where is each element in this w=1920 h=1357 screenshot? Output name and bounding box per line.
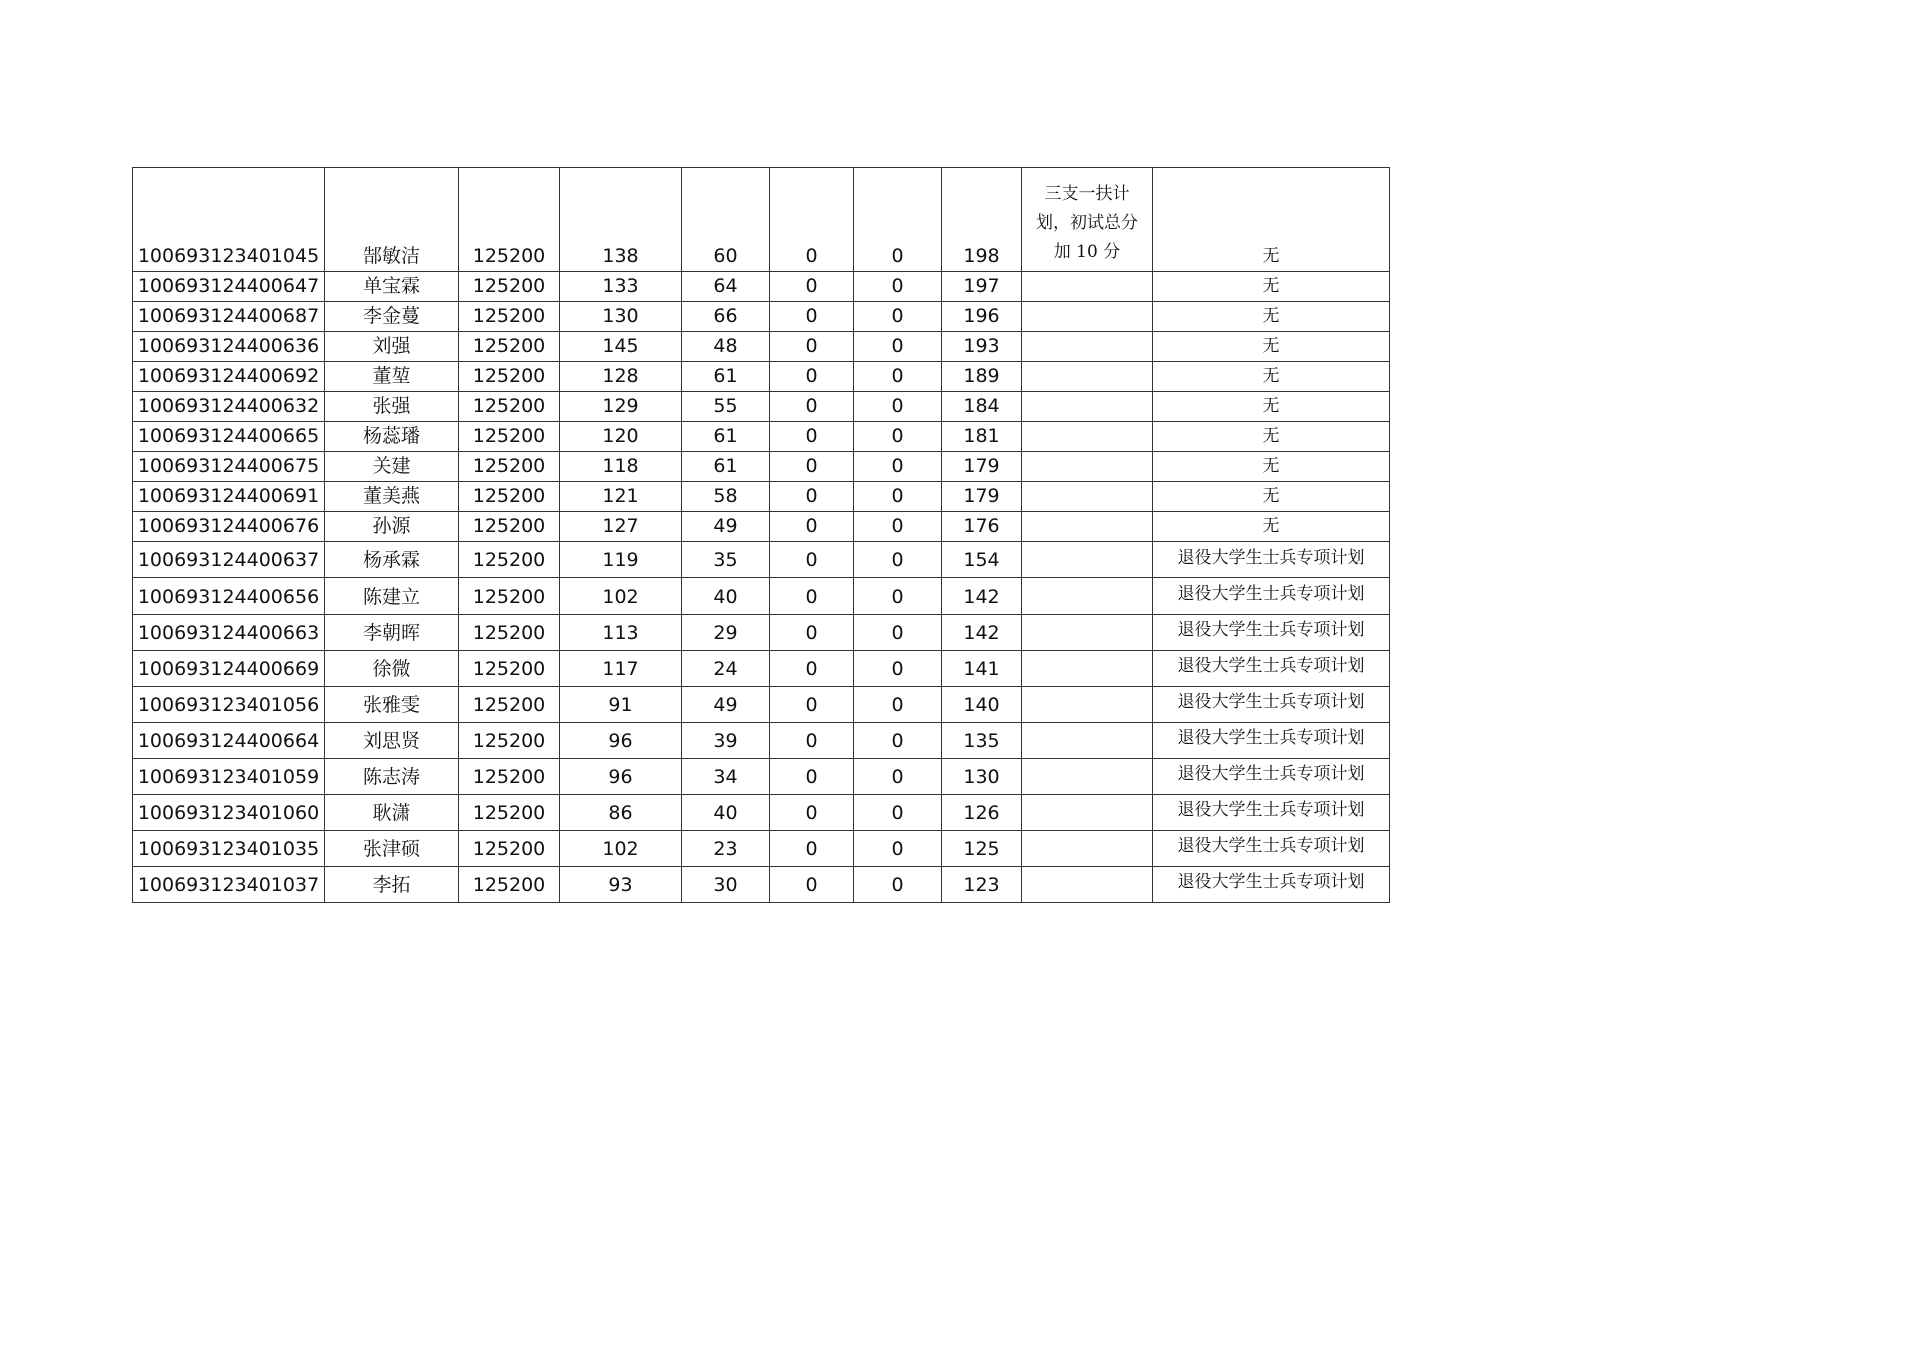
score-1-cell: 138 [560, 168, 682, 272]
score-2-cell: 23 [682, 830, 770, 866]
score-1-cell: 133 [560, 272, 682, 302]
score-4-cell: 0 [854, 794, 942, 830]
score-4-cell: 0 [854, 302, 942, 332]
candidate-id-cell: 100693124400663 [133, 614, 325, 650]
score-4-cell: 0 [854, 614, 942, 650]
bonus-note-cell [1022, 272, 1153, 302]
total-score-cell: 130 [942, 758, 1022, 794]
score-1-cell: 121 [560, 482, 682, 512]
total-score-cell: 184 [942, 392, 1022, 422]
major-code-cell: 125200 [459, 542, 560, 578]
special-plan-cell: 无 [1153, 422, 1390, 452]
table-row [133, 362, 1390, 392]
candidate-name-cell: 刘强 [325, 332, 459, 362]
candidate-id-cell: 100693124400647 [133, 272, 325, 302]
total-score-cell: 179 [942, 452, 1022, 482]
score-3-cell: 0 [770, 722, 854, 758]
candidate-name-cell: 郜敏洁 [325, 168, 459, 272]
candidate-id-cell: 100693123401037 [133, 866, 325, 902]
score-3-cell: 0 [770, 686, 854, 722]
score-3-cell: 0 [770, 362, 854, 392]
score-3-cell: 0 [770, 392, 854, 422]
score-1-cell: 117 [560, 650, 682, 686]
score-4-cell: 0 [854, 332, 942, 362]
candidate-id-cell: 100693123401059 [133, 758, 325, 794]
score-2-cell: 24 [682, 650, 770, 686]
table-row [133, 542, 1390, 578]
major-code-cell: 125200 [459, 332, 560, 362]
score-4-cell: 0 [854, 422, 942, 452]
score-1-cell: 93 [560, 866, 682, 902]
candidate-id-cell: 100693124400656 [133, 578, 325, 614]
candidate-name-cell: 董美燕 [325, 482, 459, 512]
table-row [133, 332, 1390, 362]
table-row [133, 614, 1390, 650]
special-plan-cell: 退役大学生士兵专项计划 [1153, 830, 1390, 866]
major-code-cell: 125200 [459, 650, 560, 686]
special-plan-cell: 退役大学生士兵专项计划 [1153, 650, 1390, 686]
major-code-cell: 125200 [459, 722, 560, 758]
major-code-cell: 125200 [459, 830, 560, 866]
score-2-cell: 66 [682, 302, 770, 332]
score-2-cell: 58 [682, 482, 770, 512]
score-3-cell: 0 [770, 452, 854, 482]
special-plan-cell: 退役大学生士兵专项计划 [1153, 866, 1390, 902]
score-3-cell: 0 [770, 332, 854, 362]
candidate-id-cell: 100693124400664 [133, 722, 325, 758]
major-code-cell: 125200 [459, 614, 560, 650]
score-1-cell: 96 [560, 758, 682, 794]
bonus-note-cell [1022, 722, 1153, 758]
candidate-name-cell: 张津硕 [325, 830, 459, 866]
candidate-name-cell: 董堃 [325, 362, 459, 392]
major-code-cell: 125200 [459, 422, 560, 452]
candidate-id-cell: 100693124400675 [133, 452, 325, 482]
special-plan-cell: 退役大学生士兵专项计划 [1153, 722, 1390, 758]
candidate-name-cell: 张强 [325, 392, 459, 422]
score-2-cell: 40 [682, 794, 770, 830]
total-score-cell: 189 [942, 362, 1022, 392]
total-score-cell: 135 [942, 722, 1022, 758]
score-4-cell: 0 [854, 650, 942, 686]
major-code-cell: 125200 [459, 794, 560, 830]
candidate-id-cell: 100693124400676 [133, 512, 325, 542]
score-2-cell: 64 [682, 272, 770, 302]
total-score-cell: 197 [942, 272, 1022, 302]
special-plan-cell: 退役大学生士兵专项计划 [1153, 542, 1390, 578]
score-4-cell: 0 [854, 542, 942, 578]
bonus-note-cell [1022, 302, 1153, 332]
score-table [132, 167, 1390, 903]
bonus-note-cell [1022, 452, 1153, 482]
candidate-name-cell: 陈志涛 [325, 758, 459, 794]
score-3-cell: 0 [770, 866, 854, 902]
table-row [133, 578, 1390, 614]
score-3-cell: 0 [770, 512, 854, 542]
table-row [133, 272, 1390, 302]
special-plan-cell: 无 [1153, 362, 1390, 392]
major-code-cell: 125200 [459, 866, 560, 902]
major-code-cell: 125200 [459, 452, 560, 482]
bonus-note-cell [1022, 866, 1153, 902]
bonus-note-cell [1022, 332, 1153, 362]
score-4-cell: 0 [854, 830, 942, 866]
candidate-id-cell: 100693124400632 [133, 392, 325, 422]
total-score-cell: 154 [942, 542, 1022, 578]
score-4-cell: 0 [854, 722, 942, 758]
bonus-note-cell [1022, 686, 1153, 722]
candidate-name-cell: 单宝霖 [325, 272, 459, 302]
total-score-cell: 125 [942, 830, 1022, 866]
score-3-cell: 0 [770, 168, 854, 272]
candidate-id-cell: 100693124400637 [133, 542, 325, 578]
score-2-cell: 61 [682, 422, 770, 452]
score-2-cell: 48 [682, 332, 770, 362]
score-4-cell: 0 [854, 362, 942, 392]
table-row [133, 830, 1390, 866]
score-1-cell: 128 [560, 362, 682, 392]
candidate-id-cell: 100693124400691 [133, 482, 325, 512]
score-2-cell: 61 [682, 362, 770, 392]
candidate-name-cell: 张雅雯 [325, 686, 459, 722]
candidate-name-cell: 刘思贤 [325, 722, 459, 758]
candidate-name-cell: 陈建立 [325, 578, 459, 614]
total-score-cell: 142 [942, 578, 1022, 614]
score-4-cell: 0 [854, 686, 942, 722]
special-plan-cell: 无 [1153, 482, 1390, 512]
candidate-name-cell: 徐微 [325, 650, 459, 686]
score-1-cell: 96 [560, 722, 682, 758]
score-2-cell: 39 [682, 722, 770, 758]
candidate-name-cell: 耿潇 [325, 794, 459, 830]
table-row [133, 302, 1390, 332]
score-4-cell: 0 [854, 168, 942, 272]
bonus-note-cell [1022, 362, 1153, 392]
score-1-cell: 113 [560, 614, 682, 650]
bonus-note-cell [1022, 794, 1153, 830]
score-4-cell: 0 [854, 512, 942, 542]
total-score-cell: 126 [942, 794, 1022, 830]
score-4-cell: 0 [854, 578, 942, 614]
total-score-cell: 181 [942, 422, 1022, 452]
special-plan-cell: 无 [1153, 272, 1390, 302]
bonus-note-cell [1022, 830, 1153, 866]
total-score-cell: 123 [942, 866, 1022, 902]
total-score-cell: 176 [942, 512, 1022, 542]
score-4-cell: 0 [854, 452, 942, 482]
table-row [133, 650, 1390, 686]
score-4-cell: 0 [854, 272, 942, 302]
candidate-id-cell: 100693123401035 [133, 830, 325, 866]
score-4-cell: 0 [854, 482, 942, 512]
candidate-name-cell: 李朝晖 [325, 614, 459, 650]
score-1-cell: 91 [560, 686, 682, 722]
score-2-cell: 55 [682, 392, 770, 422]
score-4-cell: 0 [854, 392, 942, 422]
special-plan-cell: 退役大学生士兵专项计划 [1153, 614, 1390, 650]
score-2-cell: 60 [682, 168, 770, 272]
candidate-id-cell: 100693124400669 [133, 650, 325, 686]
bonus-note-cell [1022, 482, 1153, 512]
major-code-cell: 125200 [459, 302, 560, 332]
bonus-note-cell: 三支一扶计划，初试总分加 10 分 [1022, 168, 1153, 272]
major-code-cell: 125200 [459, 392, 560, 422]
score-1-cell: 120 [560, 422, 682, 452]
score-2-cell: 61 [682, 452, 770, 482]
table-row [133, 722, 1390, 758]
candidate-name-cell: 李拓 [325, 866, 459, 902]
score-3-cell: 0 [770, 758, 854, 794]
score-1-cell: 86 [560, 794, 682, 830]
score-3-cell: 0 [770, 614, 854, 650]
score-2-cell: 49 [682, 512, 770, 542]
special-plan-cell: 无 [1153, 332, 1390, 362]
major-code-cell: 125200 [459, 482, 560, 512]
score-2-cell: 40 [682, 578, 770, 614]
table-row [133, 422, 1390, 452]
score-2-cell: 29 [682, 614, 770, 650]
bonus-note-cell [1022, 578, 1153, 614]
table-row [133, 794, 1390, 830]
special-plan-cell: 无 [1153, 392, 1390, 422]
score-1-cell: 130 [560, 302, 682, 332]
score-1-cell: 119 [560, 542, 682, 578]
score-3-cell: 0 [770, 542, 854, 578]
table-row [133, 452, 1390, 482]
major-code-cell: 125200 [459, 686, 560, 722]
score-3-cell: 0 [770, 422, 854, 452]
special-plan-cell: 无 [1153, 452, 1390, 482]
candidate-name-cell: 杨承霖 [325, 542, 459, 578]
score-2-cell: 35 [682, 542, 770, 578]
candidate-id-cell: 100693123401056 [133, 686, 325, 722]
candidate-id-cell: 100693124400665 [133, 422, 325, 452]
score-4-cell: 0 [854, 866, 942, 902]
score-1-cell: 102 [560, 830, 682, 866]
bonus-note-cell [1022, 392, 1153, 422]
candidate-name-cell: 李金蔓 [325, 302, 459, 332]
table-row [133, 392, 1390, 422]
score-3-cell: 0 [770, 650, 854, 686]
score-3-cell: 0 [770, 794, 854, 830]
major-code-cell: 125200 [459, 168, 560, 272]
bonus-note-cell [1022, 758, 1153, 794]
score-3-cell: 0 [770, 578, 854, 614]
total-score-cell: 198 [942, 168, 1022, 272]
bonus-note-cell [1022, 422, 1153, 452]
score-1-cell: 118 [560, 452, 682, 482]
special-plan-cell: 退役大学生士兵专项计划 [1153, 578, 1390, 614]
table-row [133, 866, 1390, 902]
score-1-cell: 129 [560, 392, 682, 422]
bonus-note-cell [1022, 512, 1153, 542]
candidate-name-cell: 关建 [325, 452, 459, 482]
table-row [133, 686, 1390, 722]
special-plan-cell: 退役大学生士兵专项计划 [1153, 686, 1390, 722]
score-4-cell: 0 [854, 758, 942, 794]
candidate-id-cell: 100693123401060 [133, 794, 325, 830]
bonus-note-cell [1022, 542, 1153, 578]
total-score-cell: 196 [942, 302, 1022, 332]
total-score-cell: 142 [942, 614, 1022, 650]
major-code-cell: 125200 [459, 578, 560, 614]
score-3-cell: 0 [770, 482, 854, 512]
candidate-id-cell: 100693123401045 [133, 168, 325, 272]
candidate-name-cell: 杨蕊璠 [325, 422, 459, 452]
table-row [133, 758, 1390, 794]
major-code-cell: 125200 [459, 362, 560, 392]
score-3-cell: 0 [770, 830, 854, 866]
score-1-cell: 127 [560, 512, 682, 542]
score-1-cell: 102 [560, 578, 682, 614]
total-score-cell: 140 [942, 686, 1022, 722]
table-row [133, 168, 1390, 272]
score-2-cell: 30 [682, 866, 770, 902]
candidate-id-cell: 100693124400636 [133, 332, 325, 362]
candidate-id-cell: 100693124400687 [133, 302, 325, 332]
candidate-id-cell: 100693124400692 [133, 362, 325, 392]
score-2-cell: 49 [682, 686, 770, 722]
special-plan-cell: 无 [1153, 302, 1390, 332]
major-code-cell: 125200 [459, 512, 560, 542]
special-plan-cell: 无 [1153, 168, 1390, 272]
total-score-cell: 141 [942, 650, 1022, 686]
score-3-cell: 0 [770, 272, 854, 302]
table-row [133, 482, 1390, 512]
total-score-cell: 193 [942, 332, 1022, 362]
major-code-cell: 125200 [459, 758, 560, 794]
score-1-cell: 145 [560, 332, 682, 362]
major-code-cell: 125200 [459, 272, 560, 302]
table-row [133, 512, 1390, 542]
bonus-note-cell [1022, 614, 1153, 650]
special-plan-cell: 退役大学生士兵专项计划 [1153, 758, 1390, 794]
candidate-name-cell: 孙源 [325, 512, 459, 542]
special-plan-cell: 无 [1153, 512, 1390, 542]
bonus-note-cell [1022, 650, 1153, 686]
score-3-cell: 0 [770, 302, 854, 332]
total-score-cell: 179 [942, 482, 1022, 512]
score-2-cell: 34 [682, 758, 770, 794]
special-plan-cell: 退役大学生士兵专项计划 [1153, 794, 1390, 830]
